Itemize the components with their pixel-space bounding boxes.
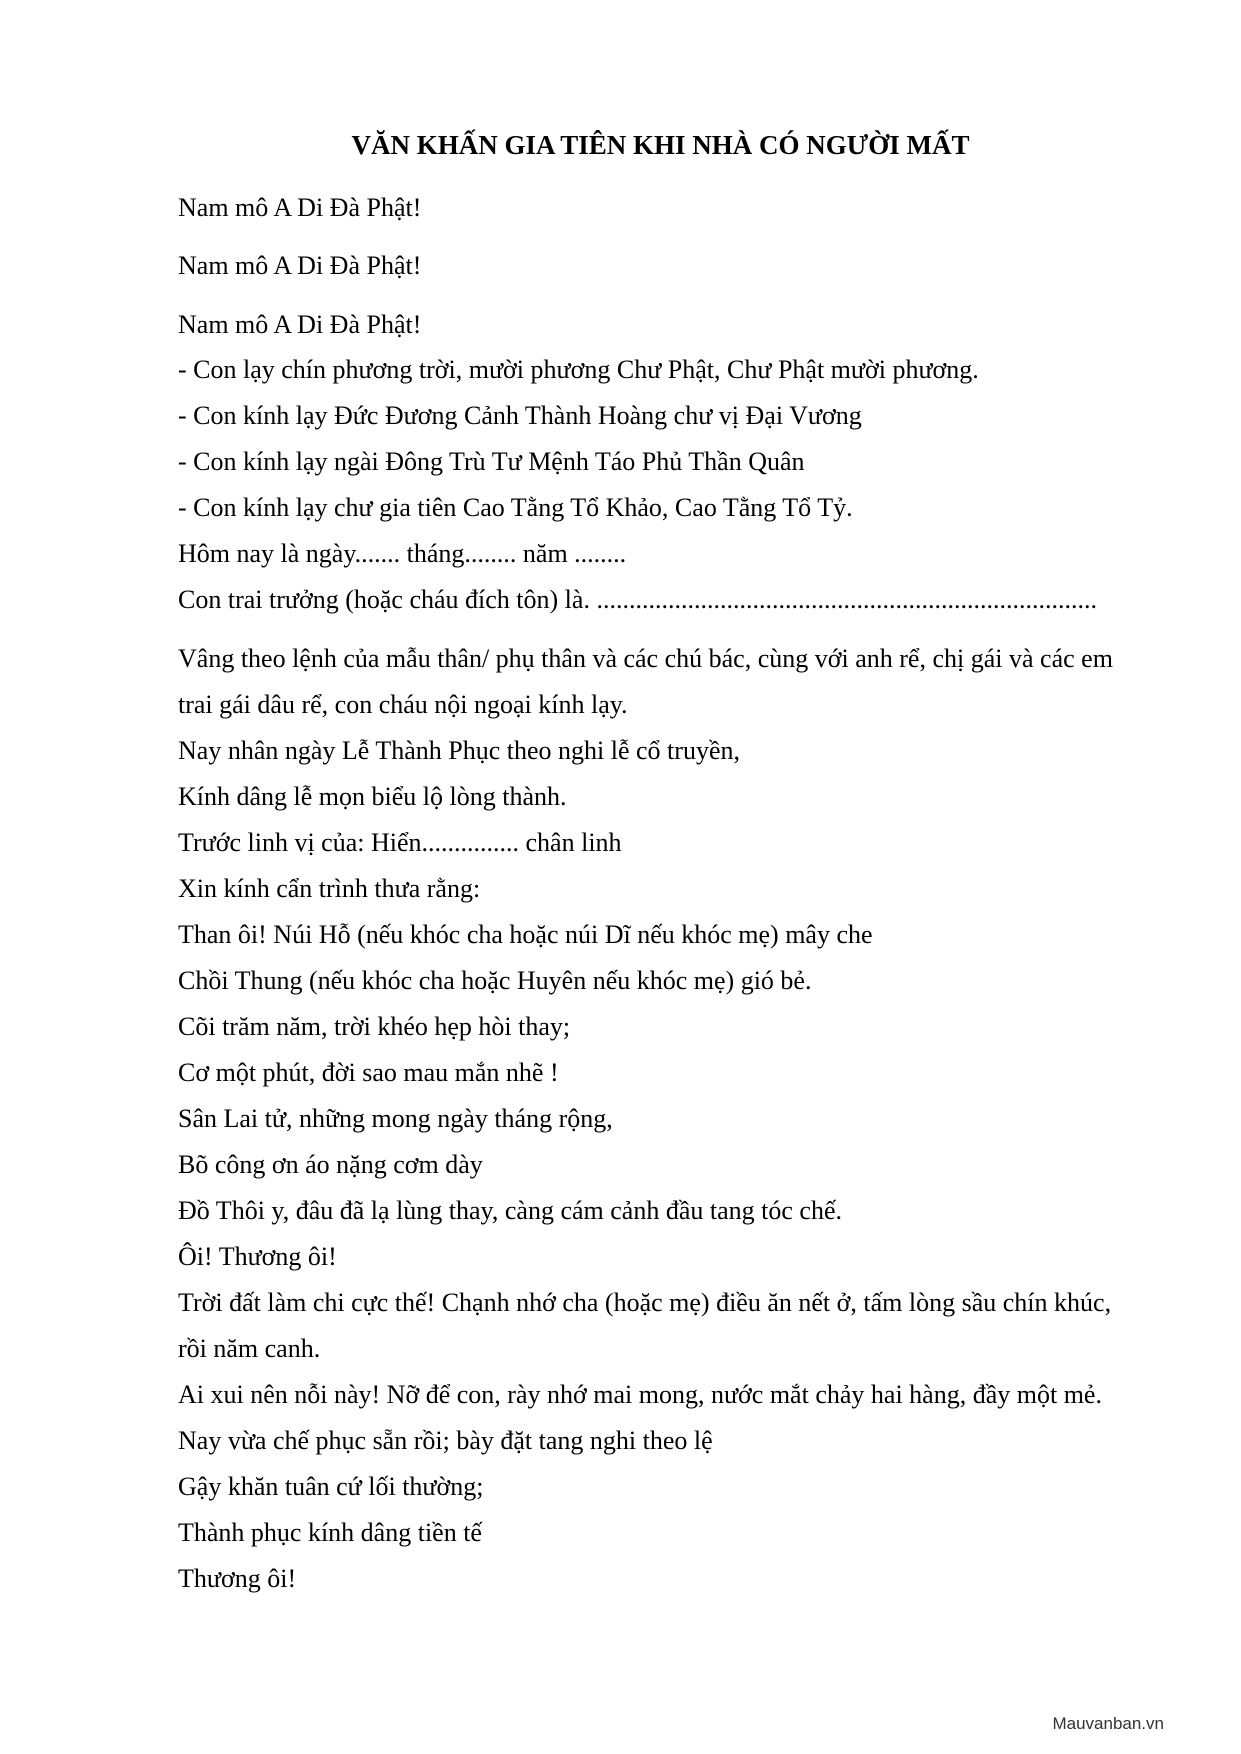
text-line: Vâng theo lệnh của mẫu thân/ phụ thân và các chú bác, cùng với anh rể, chị gái và các em <box>178 644 1113 673</box>
text-line: Sân Lai tử, những mong ngày tháng rộng, <box>178 1104 613 1133</box>
text-line: Ôi! Thương ôi! <box>178 1242 337 1271</box>
text-line: Nam mô A Di Đà Phật! <box>178 193 422 222</box>
text-line: Chồi Thung (nếu khóc cha hoặc Huyên nếu khóc mẹ) gió bẻ. <box>178 966 812 995</box>
text-line: Nam mô A Di Đà Phật! <box>178 310 422 339</box>
text-line: Cơ một phút, đời sao mau mắn nhẽ ! <box>178 1058 559 1087</box>
text-line: Than ôi! Núi Hỗ (nếu khóc cha hoặc núi Dĩ nếu khóc mẹ) mây che <box>178 920 873 949</box>
text-line: - Con kính lạy Đức Đương Cảnh Thành Hoàng chư vị Đại Vương <box>178 401 862 430</box>
text-line: - Con kính lạy ngài Đông Trù Tư Mệnh Táo Phủ Thần Quân <box>178 447 805 476</box>
text-line: Xin kính cẩn trình thưa rằng: <box>178 874 481 903</box>
text-line: Ai xui nên nỗi này! Nỡ để con, rày nhớ mai mong, nước mắt chảy hai hàng, đầy một mẻ. <box>178 1380 1102 1409</box>
text-line: Trời đất làm chi cực thế! Chạnh nhớ cha (hoặc mẹ) điều ăn nết ở, tấm lòng sầu chín khúc, <box>178 1288 1112 1317</box>
text-line: Bõ công ơn áo nặng cơm dày <box>178 1150 483 1179</box>
text-line: Nay vừa chế phục sẵn rồi; bày đặt tang nghi theo lệ <box>178 1426 713 1455</box>
text-line: Thương ôi! <box>178 1564 297 1593</box>
text-line: Hôm nay là ngày....... tháng........ năm ........ <box>178 539 627 568</box>
text-line: Nay nhân ngày Lễ Thành Phục theo nghi lễ cổ truyền, <box>178 736 740 765</box>
text-line: - Con kính lạy chư gia tiên Cao Tằng Tổ Khảo, Cao Tằng Tổ Tỷ. <box>178 493 853 522</box>
document-title: VĂN KHẤN GIA TIÊN KHI NHÀ CÓ NGƯỜI MẤT <box>351 130 970 160</box>
text-line: trai gái dâu rể, con cháu nội ngoại kính lạy. <box>178 690 628 719</box>
text-line: Thành phục kính dâng tiền tế <box>178 1518 482 1547</box>
text-line: Gậy khăn tuân cứ lối thường; <box>178 1472 484 1501</box>
text-line: rồi năm canh. <box>178 1334 321 1363</box>
text-line: Kính dâng lễ mọn biểu lộ lòng thành. <box>178 782 567 811</box>
text-line: - Con lạy chín phương trời, mười phương Chư Phật, Chư Phật mười phương. <box>178 355 979 384</box>
text-line: Đồ Thôi y, đâu đã lạ lùng thay, càng cám cảnh đầu tang tóc chế. <box>178 1196 842 1225</box>
watermark: Mauvanban.vn <box>1052 1714 1164 1733</box>
text-line: Cõi trăm năm, trời khéo hẹp hòi thay; <box>178 1012 571 1041</box>
text-line: Trước linh vị của: Hiển............... chân linh <box>178 828 622 857</box>
text-line: Nam mô A Di Đà Phật! <box>178 251 422 280</box>
text-line: Con trai trưởng (hoặc cháu đích tôn) là. ............................................................................. <box>178 585 1097 614</box>
